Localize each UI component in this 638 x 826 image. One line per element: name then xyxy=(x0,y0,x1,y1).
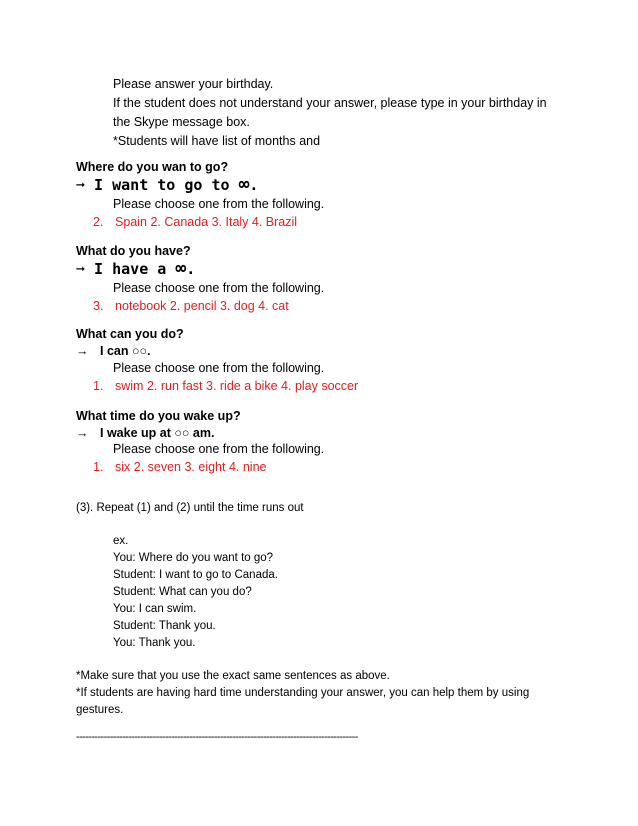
note-line-2: *If students are having hard time understanding your answer, you can help them by using xyxy=(76,687,530,699)
intro-line-3: the Skype message box. xyxy=(113,115,250,129)
options-have: 3. notebook 2. pencil 3. dog 4. cat xyxy=(93,299,289,313)
answer-have: ➞ I have a ∞. xyxy=(76,258,196,279)
instruction-where: Please choose one from the following. xyxy=(113,197,325,211)
answer-where: ➞ I want to go to ∞. xyxy=(76,174,259,195)
dashed-divider: -------------------------------------------------------------------------------------------- xyxy=(76,731,358,743)
note-line-3: gestures. xyxy=(76,704,124,716)
options-can: 1. swim 2. run fast 3. ride a bike 4. play soccer xyxy=(93,379,359,393)
instruction-can: Please choose one from the following. xyxy=(113,361,325,375)
question-have: What do you have? xyxy=(76,244,191,258)
example-line: Student: Thank you. xyxy=(113,620,216,632)
intro-line-1: Please answer your birthday. xyxy=(113,77,274,91)
options-where: 2. Spain 2. Canada 3. Italy 4. Brazil xyxy=(93,215,298,229)
intro-line-2: If the student does not understand your answer, please type in your birthday in xyxy=(113,96,547,110)
instruction-have: Please choose one from the following. xyxy=(113,281,325,295)
example-label: ex. xyxy=(113,535,129,547)
example-line: You: Thank you. xyxy=(113,637,196,649)
repeat-instruction: (3). Repeat (1) and (2) until the time runs out xyxy=(76,502,304,514)
example-line: You: Where do you want to go? xyxy=(113,552,274,564)
intro-line-4: *Students will have list of months and xyxy=(113,134,321,148)
question-can: What can you do? xyxy=(76,327,184,341)
answer-wake: → I wake up at ○○ am. xyxy=(76,426,215,440)
example-line: Student: What can you do? xyxy=(113,586,252,598)
question-wake: What time do you wake up? xyxy=(76,409,241,423)
note-line-1: *Make sure that you use the exact same sentences as above. xyxy=(76,670,390,682)
instruction-wake: Please choose one from the following. xyxy=(113,442,325,456)
example-line: You: I can swim. xyxy=(113,603,197,615)
example-line: Student: I want to go to Canada. xyxy=(113,569,278,581)
question-where: Where do you wan to go? xyxy=(76,160,229,174)
options-wake: 1. six 2. seven 3. eight 4. nine xyxy=(93,460,267,474)
answer-can: → I can ○○. xyxy=(76,344,151,358)
